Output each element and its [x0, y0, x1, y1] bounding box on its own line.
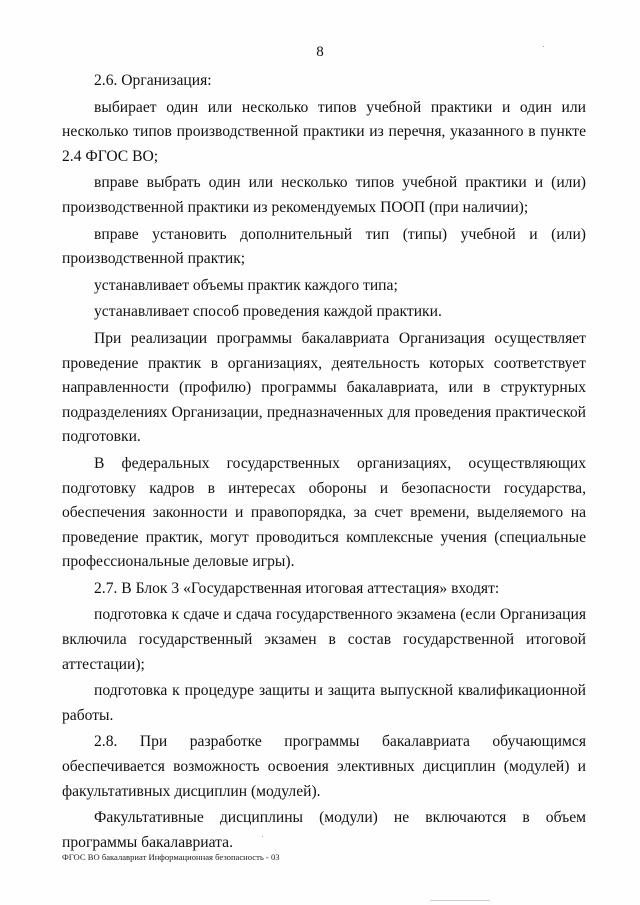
- list-item-choose-types: вправе выбрать один или несколько типов учебной практики и (или) производственной практики из рекомендуемых ПООП (при наличии);: [62, 174, 586, 216]
- list-item-volumes: устанавливает объемы практик каждого типа;: [94, 276, 398, 294]
- document-body: [62, 69, 586, 855]
- list-item-practice-types: выбирает один или несколько типов учебной практики и один или несколько типов производственной практики из перечня, указанного в пункте 2.4 ФГОС ВО;: [62, 98, 586, 165]
- page-footer: ФГОС ВО бакалавриат Информационная безопасность - 03: [62, 852, 280, 862]
- paragraph-implementation: При реализации программы бакалавриата Организация осуществляет проведение практик в организациях, деятельность которых соответствует направленности (профилю) программы бакалавриата, или в структурных подразделениях Организации, предназначенных для проведения практической подготовки.: [62, 329, 586, 446]
- list-item-method: устанавливает способ проведения каждой практики.: [94, 303, 442, 321]
- section-2-8: 2.8. При разработке программы бакалавриата обучающимся обеспечивается возможность освоения элективных дисциплин (модулей) и факультативных дисциплин (модулей).: [62, 733, 586, 800]
- list-item-state-exam: подготовка к сдаче и сдача государственного экзамена (если Организация включила государственный экзамен в состав государственной итоговой аттестации);: [62, 606, 586, 673]
- section-heading-2-7: 2.7. В Блок 3 «Государственная итоговая аттестация» входят:: [94, 579, 500, 597]
- paragraph-optional-disciplines: Факультативные дисциплины (модули) не включаются в объем программы бакалавриата.: [62, 809, 586, 851]
- list-item-final-work: подготовка к процедуре защиты и защита выпускной квалификационной работы.: [62, 682, 586, 724]
- section-heading-2-6: 2.6. Организация:: [94, 72, 212, 89]
- paragraph-federal-organizations: В федеральных государственных организациях, осуществляющих подготовку кадров в интересах обороны и безопасности государства, обеспечения законности и правопорядка, за счет времени, выделяемого на проведение практик, могут проводиться комплексные учения (специальные профессиональные деловые игры).: [62, 454, 586, 571]
- page-number: 8: [316, 44, 324, 60]
- list-item-additional-type: вправе установить дополнительный тип (типы) учебной и (или) производственной практик;: [62, 225, 586, 268]
